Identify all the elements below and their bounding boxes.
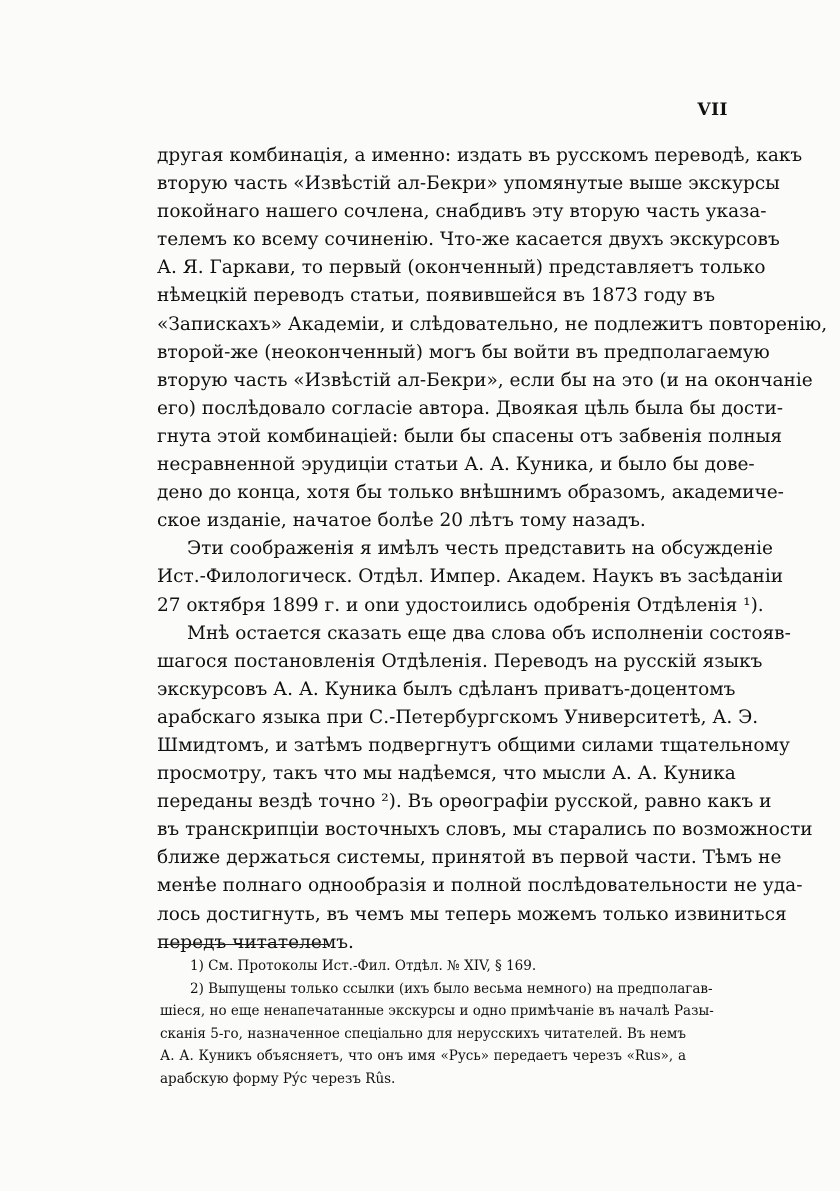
- text-line: Мнѣ остается сказать еще два слова объ исполненіи состояв-: [187, 622, 791, 644]
- text-line: телемъ ко всему сочиненію. Что-же касается двухъ экскурсовъ: [157, 229, 780, 251]
- text-line: «Запискахъ» Академіи, и слѣдовательно, не подлежитъ повторенію,: [157, 313, 828, 335]
- text-line: покойнаго нашего сочлена, снабдивъ эту вторую часть указа-: [157, 201, 767, 223]
- text-line: Ист.-Филологическ. Отдѣл. Импер. Академ. Наукъ въ засѣданіи: [157, 566, 784, 588]
- text-line: второй-же (неоконченный) могъ бы войти въ предполагаемую: [157, 341, 770, 363]
- text-line: дено до конца, хотя бы только внѣшнимъ образомъ, академиче-: [157, 482, 784, 504]
- main-text: [157, 142, 828, 957]
- text-line: менѣе полнаго однообразія и полной послѣдовательности не уда-: [157, 875, 803, 897]
- text-line: арабскаго языка при С.-Петербургскомъ Университетѣ, А. Э.: [157, 706, 759, 728]
- text-line: лось достигнуть, въ чемъ мы теперь можемъ только извиниться: [157, 903, 787, 925]
- text-line: шагося постановленія Отдѣленія. Переводъ на русскій языкъ: [157, 650, 763, 672]
- text-line: вторую часть «Извѣстій ал-Бекри» упомянутые выше экскурсы: [157, 173, 780, 195]
- text-line: гнута этой комбинаціей: были бы спасены отъ забвенія полныя: [157, 425, 783, 447]
- text-line: нѣмецкій переводъ статьи, появившейся въ 1873 году въ: [157, 285, 715, 307]
- footnote-line: арабскую форму Рýс черезъ Rûs.: [160, 1070, 396, 1087]
- text-line: его) послѣдовало согласіе автора. Двоякая цѣль была бы дости-: [157, 397, 784, 419]
- footnote-line: 1) См. Протоколы Ист.-Фил. Отдѣл. № XIV, § 169.: [190, 958, 537, 974]
- text-line: Шмидтомъ, и затѣмъ подвергнутъ общими силами тщательному: [157, 734, 790, 756]
- text-line: другая комбинація, а именно: издать въ русскомъ переводѣ, какъ: [157, 145, 803, 166]
- footnote-line: шіеся, но еще ненапечатанные экскурсы и одно примѣчаніе въ началѣ Разы-: [160, 1003, 714, 1019]
- text-line: вторую часть «Извѣстій ал-Бекри», если бы на это (и на окончаніе: [157, 369, 813, 391]
- text-line: Эти соображенія я имѣлъ честь представить на обсужденіе: [187, 538, 773, 560]
- paragraph: [157, 535, 784, 619]
- text-line: 27 октября 1899 г. и оnи удостоились одобренія Отдѣленія ¹).: [157, 594, 764, 616]
- paragraph: [157, 142, 828, 535]
- footnote: [160, 955, 686, 978]
- text-line: передъ читателемъ.: [157, 931, 354, 953]
- footnote-line: А. А. Куникъ объясняетъ, что онъ имя «Русь» передаетъ черезъ «Rus», а: [160, 1048, 686, 1064]
- footnotes: [160, 955, 714, 1090]
- paragraph: [157, 620, 813, 957]
- footnote-line: сканія 5-го, назначенное спеціально для нерусскихъ читателей. Въ немъ: [160, 1025, 686, 1042]
- page-number: VII: [697, 100, 728, 120]
- text-line: А. Я. Гаркави, то первый (оконченный) представляетъ только: [157, 257, 766, 279]
- text-line: въ транскрипціи восточныхъ словъ, мы старались по возможности: [157, 819, 813, 841]
- text-line: переданы вездѣ точно ²). Въ орѳографіи русской, равно какъ и: [157, 791, 772, 813]
- text-line: просмотру, такъ что мы надѣемся, что мысли А. А. Куника: [157, 763, 736, 785]
- text-line: ское изданіе, начатое болѣе 20 лѣтъ тому назадъ.: [157, 510, 646, 532]
- text-line: ближе держаться системы, принятой въ первой части. Тѣмъ не: [157, 847, 782, 869]
- footnote: [160, 978, 714, 1091]
- text-line: экскурсовъ А. А. Куника былъ сдѣланъ приватъ-доцентомъ: [157, 678, 736, 700]
- text-line: несравненной эрудиціи статьи А. А. Куника, и было бы дове-: [157, 454, 755, 476]
- footnote-line: 2) Выпущены только ссылки (ихъ было весьма немного) на предполагав-: [190, 980, 713, 997]
- footnote-divider: [160, 944, 328, 945]
